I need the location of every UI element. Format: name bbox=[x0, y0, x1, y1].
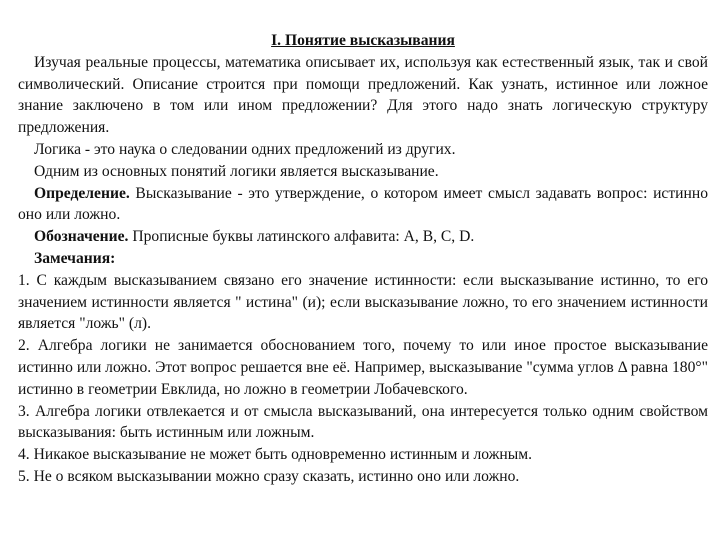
logic-definition-paragraph: Логика - это наука о следовании одних предложений из других. bbox=[34, 140, 456, 158]
remark-item-4: 4. Никакое высказывание не может быть одновременно истинным и ложным. bbox=[18, 446, 533, 464]
intro-paragraph: Изучая реальные процессы, математика описывает их, используя как естественный язык, так и свой символический. Описание строится при помощи предложений. Как узнать, истинное или ложное знание заключено в том или ином предложении? Для этого надо знать логическую структуру предложения. bbox=[18, 53, 708, 137]
notation-label: Обозначение. bbox=[34, 228, 129, 246]
remarks-label: Замечания: bbox=[34, 249, 116, 267]
remarks-heading bbox=[18, 248, 708, 270]
remark-item-5: 5. Не о всяком высказывании можно сразу сказать, истинно оно или ложно. bbox=[18, 467, 520, 485]
remark-item-3: 3. Алгебра логики отвлекается и от смысла высказываний, она интересуется только одним свойством высказывания: быть истинным или ложным. bbox=[18, 402, 708, 442]
page-title: I. Понятие высказывания bbox=[271, 32, 455, 49]
main-concept-paragraph: Одним из основных понятий логики является высказывание. bbox=[34, 162, 439, 180]
notation-text: Прописные буквы латинского алфавита: A, B, C, D. bbox=[128, 228, 475, 246]
definition-label: Определение. bbox=[34, 184, 130, 202]
remark-item-2: 2. Алгебра логики не занимается обоснованием того, почему то или иное простое высказывание истинно или ложно. Этот вопрос решается вне её. Например, высказывание "сумма углов Δ равна 180°" истинно в геометрии Евклида, но ложно в геометрии Лобачевского. bbox=[18, 337, 708, 398]
document-body bbox=[18, 30, 708, 488]
definition-paragraph bbox=[18, 183, 708, 227]
notation-paragraph bbox=[18, 226, 708, 248]
remark-item-1: 1. С каждым высказыванием связано его значение истинности: если высказывание истинно, то его значением истинности является " истина" (и); если высказывание ложно, то его значением истинности является "ложь" (л). bbox=[18, 271, 708, 333]
definition-text: Высказывание - это утверждение, о котором имеет смысл задавать вопрос: истинно оно или ложно. bbox=[18, 184, 708, 224]
